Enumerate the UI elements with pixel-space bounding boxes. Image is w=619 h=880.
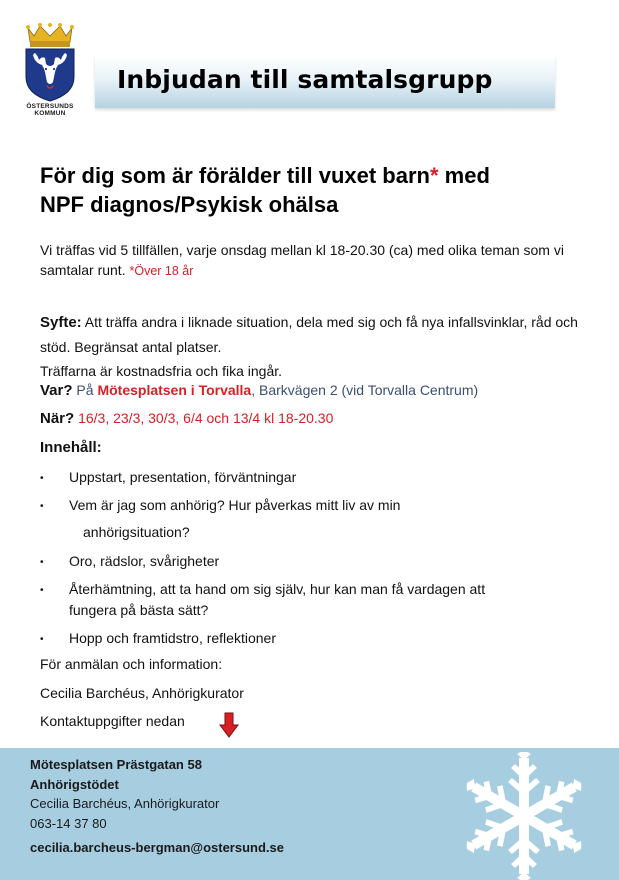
headline-star: * [429,163,439,188]
bullet: • [40,585,44,596]
dates-text: 16/3, 23/3, 30/3, 6/4 och 13/4 kl 18-20.30 [74,410,334,426]
headline [40,161,600,219]
footer-email[interactable]: cecilia.barcheus-bergman@ostersund.se [30,840,284,855]
list-item-continuation: fungera på bästa sätt? [69,602,209,618]
bullet: • [40,473,44,484]
arrow-down-icon [219,712,239,738]
footer-person: Cecilia Barchéus, Anhörigkurator [30,796,220,811]
footer-place: Mötesplatsen Prästgatan 58 [30,757,202,772]
contact-footer [0,748,619,880]
location-place: Mötesplatsen i Torvalla [97,382,252,398]
list-item: Vem är jag som anhörig? Hur påverkas mitt liv av min [69,497,401,513]
list-item: Återhämtning, att ta hand om sig själv, hur kan man få vardagen att [69,581,486,597]
dates-label: När? [40,410,75,427]
contact-pointer: Kontaktuppgifter nedan [40,713,185,729]
list-item: Uppstart, presentation, förväntningar [69,469,297,485]
footer-phone: 063-14 37 80 [30,816,107,831]
bullet: • [40,501,44,512]
intro-text: Vi träffas vid 5 tillfällen, varje onsdag mellan kl 18-20.30 (ca) med olika teman som vi samtalar runt. [40,242,564,278]
bullet: • [40,557,44,568]
headline-line1-part1: För dig som är förälder till vuxet barn [40,163,430,188]
location-label: Var? [40,382,73,399]
contact-intro: För anmälan och information: [40,656,223,672]
contact-person: Cecilia Barchéus, Anhörigkurator [40,685,244,701]
headline-line1-part2: med [438,163,490,188]
municipality-logo [20,22,80,118]
location-line [40,382,478,399]
logo-text-line2: KOMMUN [34,110,66,117]
location-pre: På [72,382,98,398]
intro-paragraph [40,240,600,281]
headline-line2: NPF diagnos/Psykisk ohälsa [40,192,339,217]
footer-org: Anhörigstödet [30,777,119,792]
ostersund-coat-of-arms-icon [20,22,80,102]
page-title: Inbjudan till samtalsgrupp [117,65,493,94]
content-heading: Innehåll: [40,439,102,456]
list-item: Hopp och framtidstro, reflektioner [69,630,276,646]
purpose-section [40,310,600,383]
purpose-label: Syfte: [40,314,82,331]
purpose-text: Att träffa andra i liknade situation, dela med sig och få nya infallsvinklar, råd och stöd. Begränsat antal platser. [40,314,578,355]
title-banner [95,56,555,108]
age-note: *Över 18 år [129,264,194,278]
bullet: • [40,634,44,645]
purpose-cost-text: Träffarna är kostnadsfria och fika ingår. [40,363,283,379]
snowflake-icon [462,752,586,880]
list-item-continuation: anhörigsituation? [83,524,190,540]
logo-text-line1: ÖSTERSUNDS [26,103,74,110]
location-address: , Barkvägen 2 (vid Torvalla Centrum) [251,382,479,398]
dates-line [40,410,333,427]
list-item: Oro, rädslor, svårigheter [69,553,220,569]
